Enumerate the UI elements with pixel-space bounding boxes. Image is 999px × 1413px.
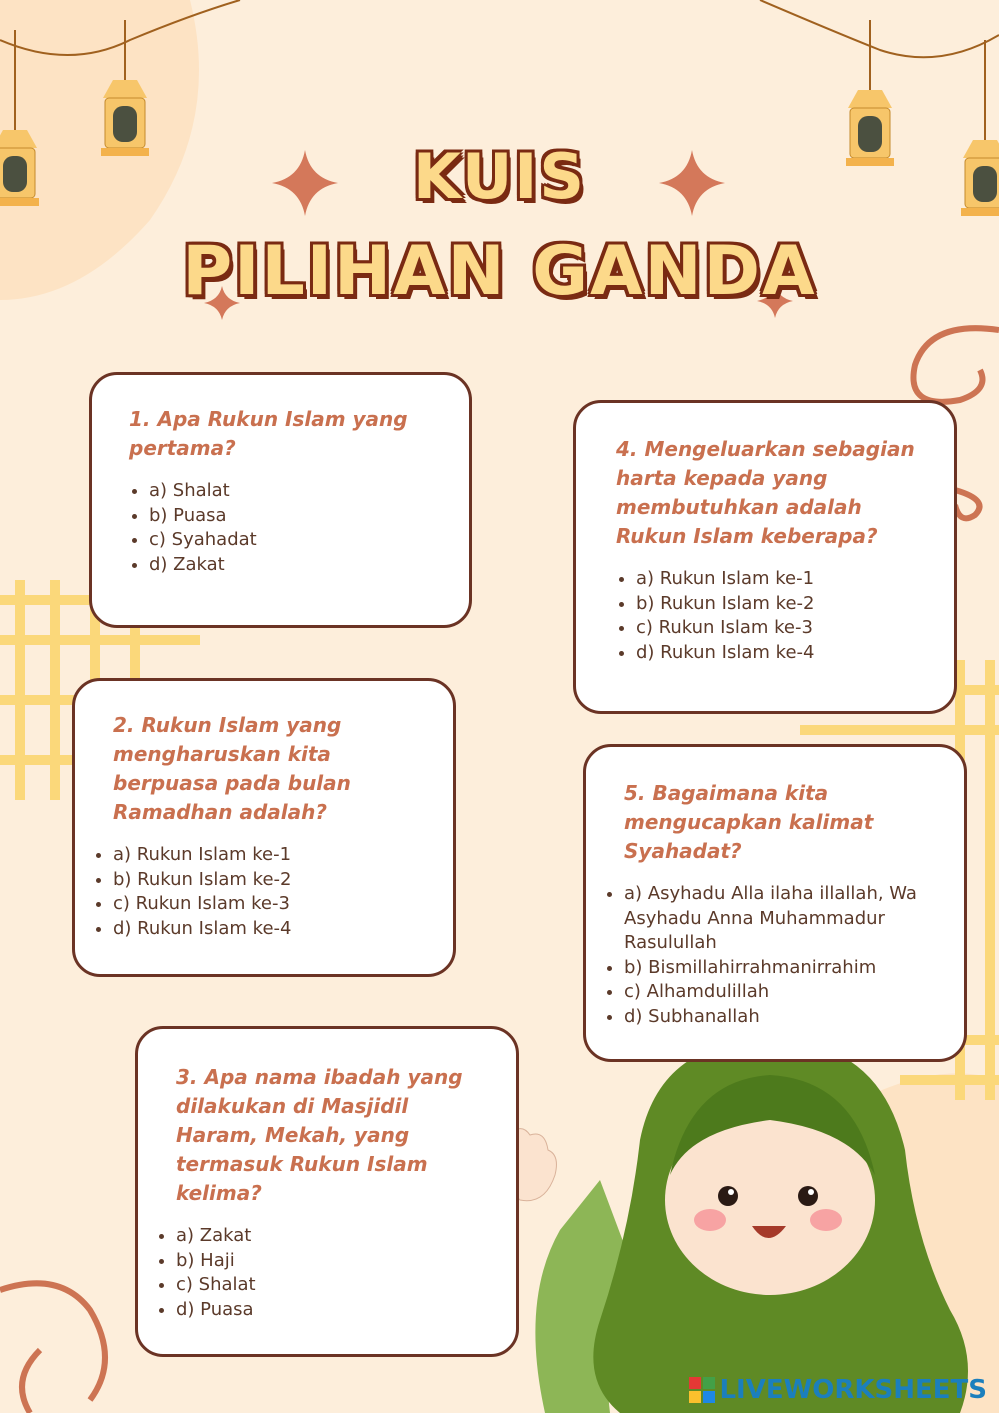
question-text: 5. Bagaimana kita mengucapkan kalimat Syahadat? [624, 781, 874, 863]
options-list [616, 567, 930, 665]
liveworksheets-brand[interactable] [689, 1375, 987, 1405]
crescent-moon-icon [787, 58, 805, 94]
title-line-1: KUIS [412, 140, 587, 213]
title-line-2: PILIHAN GANDA [182, 232, 817, 311]
option-d[interactable]: • d) Subhanallah [624, 1005, 940, 1030]
option-a[interactable]: • a) Asyhadu Alla ilaha illallah, Wa Asyhadu Anna Muhammadur Rasulullah [624, 882, 940, 956]
string-garland-right [760, 0, 999, 57]
swirl-right [913, 328, 999, 402]
question-text: 4. Mengeluarkan sebagian harta kepada yang membutuhkan adalah Rukun Islam keberapa? [616, 437, 915, 548]
options-list [113, 843, 423, 941]
option-a[interactable]: • a) Shalat [149, 479, 439, 504]
option-a[interactable]: • a) Zakat [176, 1224, 486, 1249]
question-card-2 [72, 678, 456, 977]
question-text: 3. Apa nama ibadah yang dilakukan di Masjidil Haram, Mekah, yang termasuk Rukun Islam kelima? [176, 1065, 463, 1205]
liveworksheets-logo-icon [689, 1377, 715, 1403]
option-b[interactable]: • b) Rukun Islam ke-2 [113, 868, 423, 893]
option-b[interactable]: • b) Bismillahirrahmanirrahim [624, 956, 940, 981]
options-list [624, 882, 940, 1029]
option-a[interactable]: • a) Rukun Islam ke-1 [113, 843, 423, 868]
swirl-bottom-left [0, 1283, 105, 1413]
options-list [129, 479, 439, 577]
option-d[interactable]: • d) Rukun Islam ke-4 [636, 641, 930, 666]
options-list [176, 1224, 486, 1322]
option-c[interactable]: • c) Syahadat [149, 528, 439, 553]
option-d[interactable]: • d) Rukun Islam ke-4 [113, 917, 423, 942]
option-c[interactable]: • c) Alhamdulillah [624, 980, 940, 1005]
question-card-3 [135, 1026, 519, 1357]
option-b[interactable]: • b) Puasa [149, 504, 439, 529]
option-c[interactable]: • c) Rukun Islam ke-3 [636, 616, 930, 641]
option-c[interactable]: • c) Rukun Islam ke-3 [113, 892, 423, 917]
option-d[interactable]: • d) Zakat [149, 553, 439, 578]
option-a[interactable]: • a) Rukun Islam ke-1 [636, 567, 930, 592]
question-text: 2. Rukun Islam yang mengharuskan kita berpuasa pada bulan Ramadhan adalah? [113, 713, 351, 824]
question-text: 1. Apa Rukun Islam yang pertama? [129, 407, 408, 460]
option-b[interactable]: • b) Rukun Islam ke-2 [636, 592, 930, 617]
option-b[interactable]: • b) Haji [176, 1249, 486, 1274]
option-d[interactable]: • d) Puasa [176, 1298, 486, 1323]
brand-name: LIVEWORKSHEETS [719, 1375, 987, 1405]
question-card-4 [573, 400, 957, 714]
swirl-right-lower [955, 490, 980, 518]
crescent-moon-icon [927, 86, 945, 122]
question-card-5 [583, 744, 967, 1062]
question-card-1 [89, 372, 472, 628]
option-c[interactable]: • c) Shalat [176, 1273, 486, 1298]
